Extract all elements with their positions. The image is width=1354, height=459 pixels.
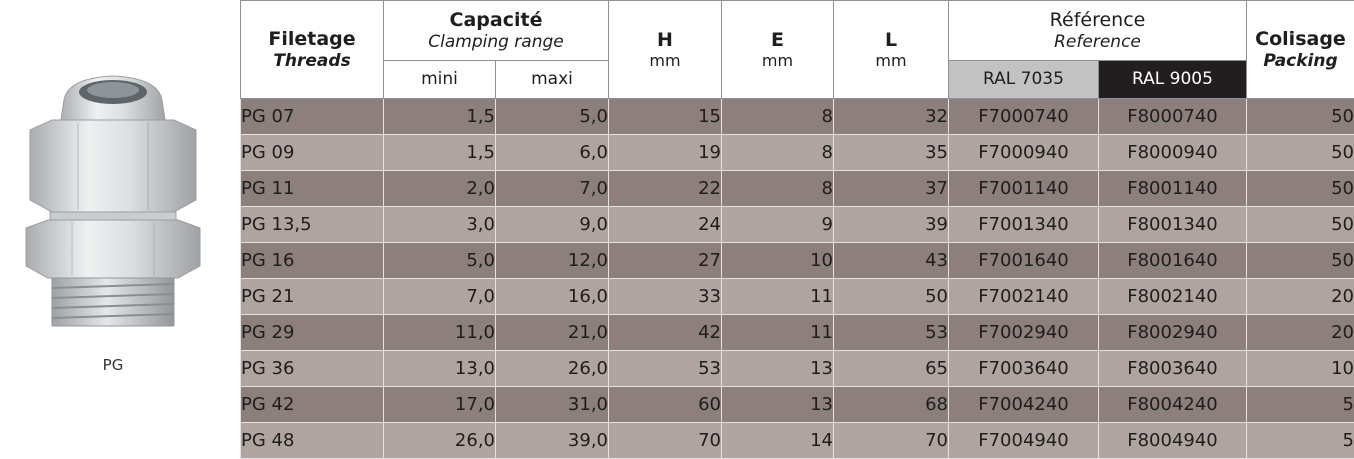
cell-colisage: 50	[1247, 171, 1354, 207]
cell-mini: 13,0	[384, 351, 496, 387]
cell-colisage: 5	[1247, 387, 1354, 423]
cell-ral-9005: F8004940	[1099, 423, 1247, 459]
cell-mini: 2,0	[384, 171, 496, 207]
cell-e: 14	[722, 423, 834, 459]
cell-h: 24	[609, 207, 722, 243]
cell-l: 43	[834, 243, 949, 279]
cell-ral-7035: F7004240	[949, 387, 1099, 423]
cell-filetage: PG 13,5	[241, 207, 384, 243]
cell-maxi: 31,0	[496, 387, 609, 423]
cell-h: 53	[609, 351, 722, 387]
table-row	[241, 171, 1354, 207]
cell-mini: 1,5	[384, 99, 496, 135]
cell-colisage: 10	[1247, 351, 1354, 387]
cell-maxi: 26,0	[496, 351, 609, 387]
cell-e: 11	[722, 279, 834, 315]
table-row	[241, 243, 1354, 279]
cell-e: 10	[722, 243, 834, 279]
header-threads-label: Threads	[241, 51, 383, 71]
cell-colisage: 50	[1247, 99, 1354, 135]
spec-table-body	[241, 99, 1354, 459]
cell-maxi: 5,0	[496, 99, 609, 135]
header-clamping-label: Clamping range	[384, 32, 608, 52]
cell-maxi: 21,0	[496, 315, 609, 351]
header-h-unit: mm	[609, 51, 721, 70]
cell-ral-9005: F8001640	[1099, 243, 1247, 279]
cell-l: 68	[834, 387, 949, 423]
header-reference-label: Référence	[949, 9, 1246, 32]
cell-h: 60	[609, 387, 722, 423]
cell-mini: 1,5	[384, 135, 496, 171]
cell-e: 8	[722, 135, 834, 171]
cell-ral-9005: F8001140	[1099, 171, 1247, 207]
table-row	[241, 279, 1354, 315]
cell-l: 35	[834, 135, 949, 171]
cell-ral-7035: F7001340	[949, 207, 1099, 243]
header-filetage	[241, 1, 384, 99]
cell-maxi: 6,0	[496, 135, 609, 171]
cell-ral-7035: F7000740	[949, 99, 1099, 135]
cell-ral-9005: F8000740	[1099, 99, 1247, 135]
cell-ral-7035: F7002940	[949, 315, 1099, 351]
header-l	[834, 1, 949, 99]
header-e-unit: mm	[722, 51, 833, 70]
header-l-label: L	[834, 29, 948, 52]
product-panel	[0, 0, 240, 458]
table-row	[241, 207, 1354, 243]
cell-l: 70	[834, 423, 949, 459]
table-row	[241, 315, 1354, 351]
product-caption: PG	[0, 356, 226, 374]
cell-e: 13	[722, 351, 834, 387]
cell-ral-9005: F8000940	[1099, 135, 1247, 171]
header-ral-9005: RAL 9005	[1099, 61, 1247, 99]
cell-maxi: 16,0	[496, 279, 609, 315]
cell-l: 50	[834, 279, 949, 315]
cell-ral-9005: F8002140	[1099, 279, 1247, 315]
cell-ral-7035: F7001140	[949, 171, 1099, 207]
header-ral-7035: RAL 7035	[949, 61, 1099, 99]
header-e	[722, 1, 834, 99]
table-row	[241, 423, 1354, 459]
header-filetage-label: Filetage	[241, 28, 383, 51]
cell-ral-7035: F7004940	[949, 423, 1099, 459]
cell-l: 37	[834, 171, 949, 207]
cell-filetage: PG 11	[241, 171, 384, 207]
cell-ral-7035: F7000940	[949, 135, 1099, 171]
cell-l: 32	[834, 99, 949, 135]
header-packing-label: Packing	[1247, 51, 1354, 71]
cell-mini: 11,0	[384, 315, 496, 351]
cell-filetage: PG 29	[241, 315, 384, 351]
cell-filetage: PG 42	[241, 387, 384, 423]
header-reference	[949, 1, 1247, 61]
cable-gland-image	[20, 68, 206, 330]
header-capacite	[384, 1, 609, 61]
table-row	[241, 351, 1354, 387]
cell-l: 65	[834, 351, 949, 387]
header-maxi: maxi	[496, 61, 609, 99]
cell-maxi: 9,0	[496, 207, 609, 243]
header-l-unit: mm	[834, 51, 948, 70]
cell-h: 42	[609, 315, 722, 351]
cell-ral-7035: F7003640	[949, 351, 1099, 387]
table-row	[241, 387, 1354, 423]
cell-ral-9005: F8002940	[1099, 315, 1247, 351]
cell-mini: 3,0	[384, 207, 496, 243]
cell-e: 8	[722, 99, 834, 135]
cell-h: 19	[609, 135, 722, 171]
header-capacite-label: Capacité	[384, 9, 608, 32]
cell-colisage: 20	[1247, 279, 1354, 315]
header-h-label: H	[609, 29, 721, 52]
cell-filetage: PG 07	[241, 99, 384, 135]
cell-mini: 26,0	[384, 423, 496, 459]
header-e-label: E	[722, 29, 833, 52]
cell-colisage: 50	[1247, 243, 1354, 279]
header-mini: mini	[384, 61, 496, 99]
cell-colisage: 50	[1247, 207, 1354, 243]
cell-ral-9005: F8004240	[1099, 387, 1247, 423]
cell-ral-9005: F8003640	[1099, 351, 1247, 387]
cell-filetage: PG 09	[241, 135, 384, 171]
cell-l: 53	[834, 315, 949, 351]
cell-e: 11	[722, 315, 834, 351]
cell-ral-7035: F7001640	[949, 243, 1099, 279]
cell-filetage: PG 36	[241, 351, 384, 387]
cell-maxi: 39,0	[496, 423, 609, 459]
header-h	[609, 1, 722, 99]
cell-colisage: 5	[1247, 423, 1354, 459]
cell-mini: 5,0	[384, 243, 496, 279]
header-reference-en-label: Reference	[949, 32, 1246, 52]
table-row	[241, 135, 1354, 171]
cell-maxi: 12,0	[496, 243, 609, 279]
cell-filetage: PG 21	[241, 279, 384, 315]
cell-ral-7035: F7002140	[949, 279, 1099, 315]
header-colisage-label: Colisage	[1247, 28, 1354, 51]
cell-colisage: 50	[1247, 135, 1354, 171]
cell-filetage: PG 16	[241, 243, 384, 279]
cell-h: 33	[609, 279, 722, 315]
cell-h: 22	[609, 171, 722, 207]
cell-l: 39	[834, 207, 949, 243]
cell-mini: 17,0	[384, 387, 496, 423]
cell-mini: 7,0	[384, 279, 496, 315]
cell-ral-9005: F8001340	[1099, 207, 1247, 243]
spec-table	[240, 0, 1354, 459]
cell-e: 8	[722, 171, 834, 207]
cell-h: 70	[609, 423, 722, 459]
table-row	[241, 99, 1354, 135]
cell-filetage: PG 48	[241, 423, 384, 459]
cell-e: 9	[722, 207, 834, 243]
header-colisage	[1247, 1, 1354, 99]
cell-colisage: 20	[1247, 315, 1354, 351]
cell-h: 27	[609, 243, 722, 279]
cell-maxi: 7,0	[496, 171, 609, 207]
cell-e: 13	[722, 387, 834, 423]
cell-h: 15	[609, 99, 722, 135]
